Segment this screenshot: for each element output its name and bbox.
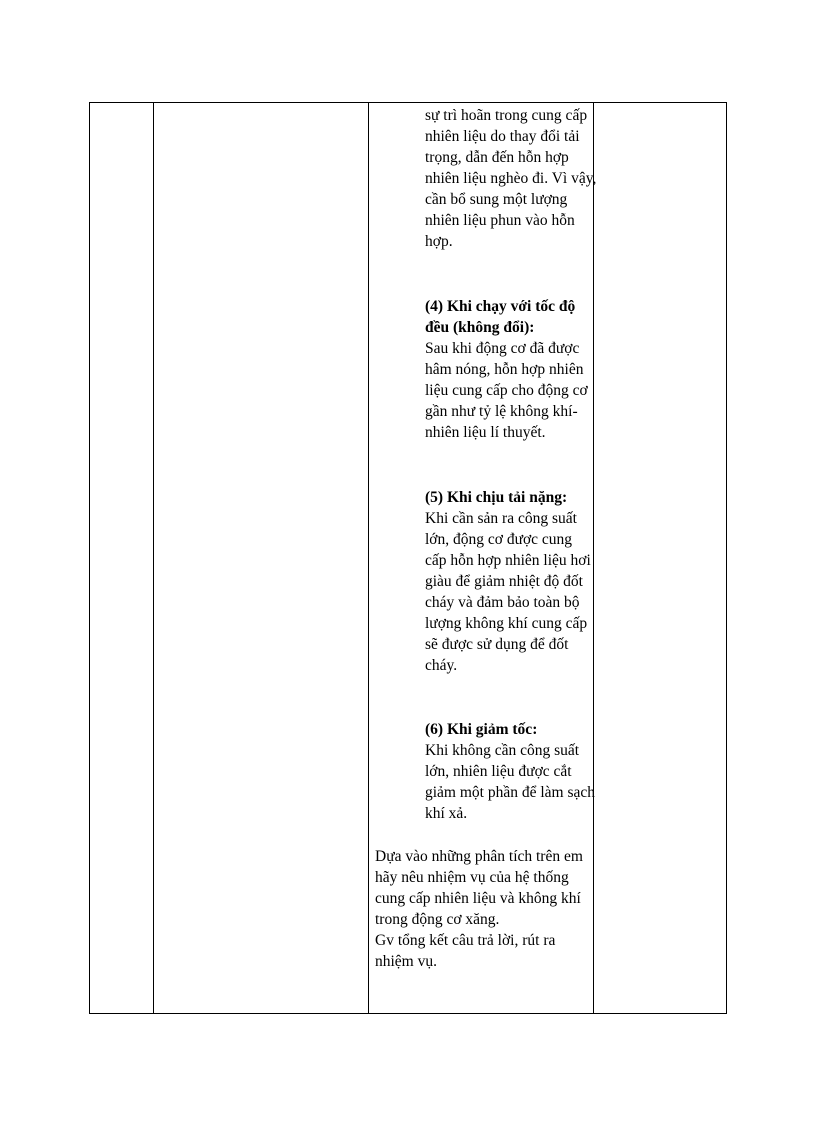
continuation-paragraph [425, 105, 597, 252]
lesson-table [89, 102, 727, 1014]
section-5-body: Khi cần sản ra công suất lớn, động cơ được cung cấp hỗn hợp nhiên liệu hơi giàu để giảm nhiệt độ đốt cháy và đảm bảo toàn bộ lượng không khí cung cấp sẽ được sử dụng để đốt cháy. [425, 510, 591, 674]
section-5-heading: (5) Khi chịu tải nặng: [425, 489, 568, 506]
section-4 [425, 296, 597, 443]
section-6 [425, 719, 597, 824]
section-5 [425, 487, 597, 676]
section-6-body: Khi không cần công suất lớn, nhiên liệu được cắt giảm một phần để làm sạch khí xả. [425, 742, 596, 822]
continuation-text: sự trì hoãn trong cung cấp nhiên liệu do thay đổi tải trọng, dẫn đến hỗn hợp nhiên liệu nghèo đi. Vì vậy, cần bổ sung một lượng nhiên liệu phun vào hỗn hợp. [425, 107, 597, 250]
section-4-body: Sau khi động cơ đã được hâm nóng, hỗn hợp nhiên liệu cung cấp cho động cơ gần như tỷ lệ không khí-nhiên liệu lí thuyết. [425, 340, 588, 441]
activity-column [369, 103, 597, 1013]
section-6-heading: (6) Khi giảm tốc: [425, 721, 538, 738]
section-4-heading: (4) Khi chạy với tốc độ đều (không đổi): [425, 298, 576, 336]
column-divider-1 [153, 103, 154, 1013]
closing-paragraph [375, 846, 589, 972]
closing-question: Dựa vào những phân tích trên em hãy nêu nhiệm vụ của hệ thống cung cấp nhiên liệu và không khí trong động cơ xăng. [375, 848, 583, 928]
closing-summary: Gv tổng kết câu trả lời, rút ra nhiệm vụ. [375, 932, 556, 970]
